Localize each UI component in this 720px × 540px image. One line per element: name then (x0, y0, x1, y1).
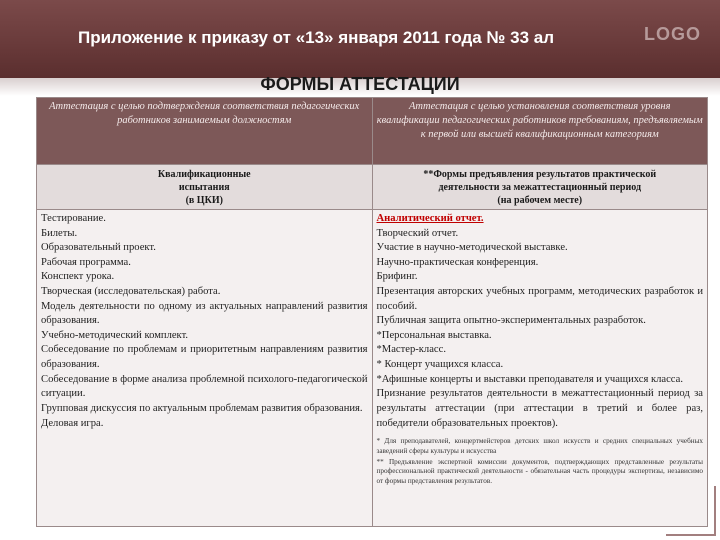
col2-header: Аттестация с целью установления соответствия уровня квалификации педагогических работников требованиям, предъявляемым к первой или высшей квалификационным категориям (372, 98, 708, 165)
col2-list (372, 210, 708, 527)
table-body-row (37, 210, 708, 527)
list-item: Образовательный проект. (41, 242, 156, 254)
col1-sub-line: испытания (178, 182, 230, 193)
table-subheader-row (37, 165, 708, 210)
analytic-report-link[interactable]: Аналитический отчет. (376, 213, 484, 224)
footnotes (377, 437, 704, 487)
col1-subheader (37, 165, 373, 210)
col2-sub-line: **Формы предъявления результатов практической (423, 169, 657, 180)
header-bar (0, 0, 720, 79)
list-item: *Мастер-класс. (376, 344, 446, 356)
list-item: *Персональная выставка. (376, 329, 492, 341)
list-item: Групповая дискуссия по актуальным проблемам развития образования. (41, 402, 363, 414)
list-item: Конспект урока. (41, 271, 115, 283)
list-item: Тестирование. (41, 213, 106, 224)
list-item: Участие в научно-методической выставке. (376, 242, 568, 254)
attestation-table (36, 97, 708, 527)
list-item: Модель деятельности по одному из актуальных направлений развития образования. (41, 300, 368, 327)
list-item: Рабочая программа. (41, 256, 131, 268)
header-title: Приложение к приказу от «13» января 2011 года № 33 ал (78, 28, 555, 47)
col2-sub-line: деятельности за межаттестационный период (438, 182, 642, 193)
table-header-row (37, 98, 708, 165)
corner-decoration (666, 486, 716, 536)
col1-list (37, 210, 373, 527)
list-item: Публичная защита опытно-экспериментальных разработок. (376, 315, 646, 327)
list-item: Собеседование по проблемам и приоритетным направлениям развития образования. (41, 344, 368, 371)
list-item: * Концерт учащихся класса. (376, 359, 504, 371)
list-item: Деловая игра. (41, 417, 104, 429)
list-item: *Афишные концерты и выставки преподавателя и учащихся класса. (376, 373, 683, 385)
col2-sub-line: (на рабочем месте) (497, 195, 583, 206)
col2-subheader (372, 165, 708, 210)
list-item: Творческий отчет. (376, 227, 459, 239)
col1-sub-line: Квалификационные (157, 169, 251, 180)
list-item: Презентация авторских учебных программ, методических разработок и пособий. (376, 286, 703, 312)
footnote: ** Предъявление экспертной комиссии документов, подтверждающих представленные результаты профессиональной практической деятельности - обязательная часть процедуры экспертизы, независимо от формы представления результатов. (376, 457, 703, 486)
list-item: Собеседование в форме анализа проблемной психолого-педагогической ситуации. (41, 373, 368, 400)
list-item: Брифинг. (376, 271, 418, 283)
list-item: Научно-практическая конференция. (376, 256, 539, 268)
footnote: * Для преподавателей, концертмейстеров детских школ искусств и средних специальных учебных заведений сферы культуры и искусства (376, 437, 703, 455)
col1-sub-line: (в ЦКИ) (185, 195, 223, 206)
section-title: ФОРМЫ АТТЕСТАЦИИ (260, 74, 460, 94)
list-item: Признание результатов деятельности в межаттестационный период за результаты аттестации (при аттестации в третий и более раз, победители образовательных проектов). (376, 388, 703, 429)
list-item: Творческая (исследовательская) работа. (41, 286, 221, 298)
list-item: Учебно-методический комплект. (41, 329, 189, 341)
col1-header: Аттестация с целью подтверждения соответствия педагогических работников занимаемым должностям (37, 98, 373, 165)
logo: LOGO (644, 24, 701, 44)
list-item: Билеты. (41, 227, 78, 239)
